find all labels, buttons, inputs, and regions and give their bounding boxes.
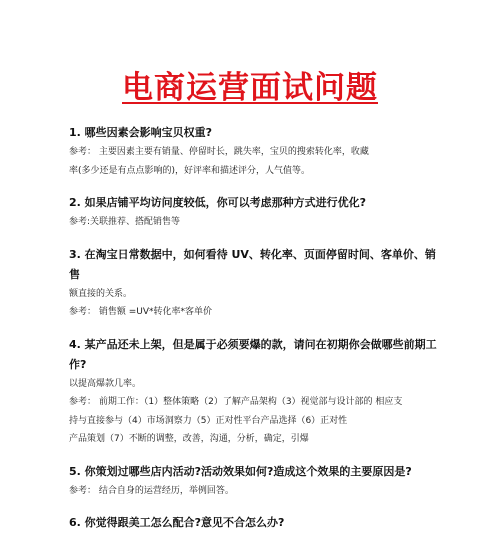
section-3 <box>69 245 449 322</box>
answer-4-line-1: 以提高爆款几率。 <box>69 378 142 389</box>
question-4-line-2: 作? <box>69 357 87 371</box>
answer-1-line-1: 参考： 主要因素主要有销量、停留时长，跳失率，宝贝的搜索转化率，收藏 <box>69 147 369 157</box>
answer-3-line-2: 参考： 销售额 =UV*转化率*客单价 <box>69 307 213 317</box>
answer-5-line-1: 参考： 结合自身的运营经历，举例回答。 <box>69 485 234 496</box>
section-5 <box>69 462 449 501</box>
section-4 <box>69 335 449 449</box>
question-3-line-2: 售 <box>69 267 80 281</box>
question-3-line-1: 3. 在淘宝日常数据中，如何看待 UV、转化率、页面停留时间、客单价、销 <box>69 247 436 261</box>
document-body <box>69 123 449 533</box>
section-6 <box>69 513 449 533</box>
answer-4-line-2: 参考： 前期工作：（1）整体策略（2）了解产品架构（3）视觉部与设计部的 相应支 <box>69 397 403 407</box>
answer-2-line-1: 参考:关联推荐、搭配销售等 <box>69 217 181 227</box>
question-2: 2. 如果店铺平均访问度较低，你可以考虑那种方式进行优化? <box>69 196 367 209</box>
question-1: 1. 哪些因素会影响宝贝权重? <box>69 126 213 139</box>
section-2 <box>69 193 449 232</box>
question-4-line-1: 4. 某产品还未上架，但是属于必须要爆的款，请问在初期你会做哪些前期工 <box>69 337 437 351</box>
question-5: 5. 你策划过哪些店内活动?活动效果如何?造成这个效果的主要原因是? <box>69 464 412 478</box>
document-title: 电商运营面试问题 <box>122 70 378 106</box>
question-6: 6. 你觉得跟美工怎么配合?意见不合怎么办? <box>69 516 285 529</box>
answer-4-line-4: 产品策划（7）不断的调整，改善，沟通，分析，确定，引爆 <box>69 434 309 444</box>
answer-1-line-2: 率(多少还是有点点影响的)，好评率和描述评分，人气值等。 <box>69 165 311 176</box>
answer-4-line-3: 持与直接参与（4）市场洞察力（5）正对性平台产品选择（6）正对性 <box>69 415 348 426</box>
section-1 <box>69 123 449 180</box>
answer-3-line-1: 额直接的关系。 <box>69 288 133 299</box>
